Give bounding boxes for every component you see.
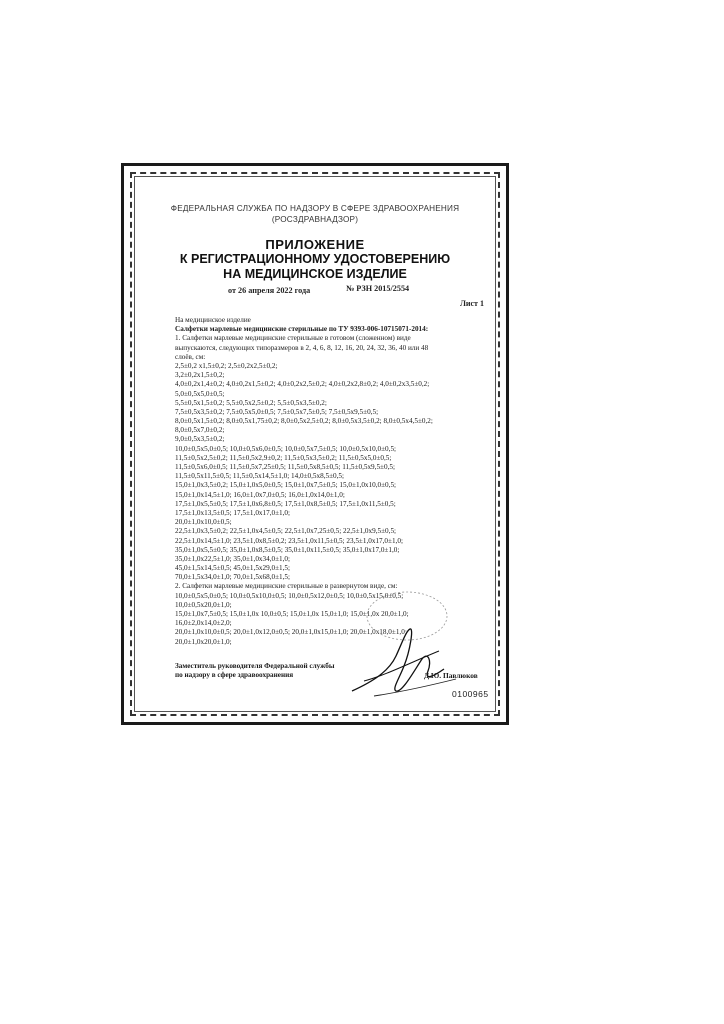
- signature-mark: [344, 621, 464, 706]
- body-line: 7,5±0,5х3,5±0,2; 7,5±0,5х5,0±0,5; 7,5±0,5х7,5±0,5; 7,5±0,5х9,5±0,5;: [175, 407, 379, 416]
- body-line: 17,5±1,0х5,5±0,5; 17,5±1,0х6,8±0,5; 17,5±1,0х8,5±0,5; 17,5±1,0х11,5±0,5;: [175, 499, 396, 508]
- body-line: 20,0±1,0х10,0±0,5;: [175, 518, 232, 527]
- signer-title: [175, 662, 334, 680]
- body-line: 22,5±1,0х14,5±1,0; 23,5±1,0х8,5±0,2; 23,5±1,0х11,5±0,5; 23,5±1,0х17,0±1,0;: [175, 536, 403, 545]
- body-line: слоёв, см:: [175, 352, 206, 361]
- body-line: Салфетки марлевые медицинские стерильные по ТУ 9393-006-10715071-2014:: [175, 325, 429, 334]
- body-line: 1. Салфетки марлевые медицинские стерильные в готовом (сложенном) виде: [175, 334, 411, 343]
- body-line: 35,0±1,0х5,5±0,5; 35,0±1,0х8,5±0,5; 35,0±1,0х11,5±0,5; 35,0±1,0х17,0±1,0;: [175, 545, 400, 554]
- signer-title-line1: Заместитель руководителя Федеральной службы: [175, 662, 335, 670]
- doc-title: ПРИЛОЖЕНИЕ: [265, 237, 365, 252]
- body-line: 3,2±0,2х1,5±0,2;: [175, 371, 225, 380]
- sheet-number: Лист 1: [459, 299, 484, 308]
- body-line: 10,0±0,5х20,0±1,0;: [175, 600, 232, 609]
- body-line: 5,0±0,5х5,0±0,5;: [175, 389, 225, 398]
- body-line: 70,0±1,5х34,0±1,0; 70,0±1,5х68,0±1,5;: [175, 573, 291, 582]
- doc-subtitle-2: НА МЕДИЦИНСКОЕ ИЗДЕЛИЕ: [223, 267, 407, 281]
- agency-abbr: (РОСЗДРАВНАДЗОР): [271, 214, 359, 224]
- body-line: 22,5±1,0х3,5±0,2; 22,5±1,0х4,5±0,5; 22,5±1,0х7,25±0,5; 22,5±1,0х9,5±0,5;: [175, 527, 397, 536]
- serial-number: 0100965: [452, 689, 489, 699]
- registration-number: № РЗН 2015/2554: [346, 284, 410, 293]
- body-line: 15,0±1,0х3,5±0,2; 15,0±1,0х5,0±0,5; 15,0±1,0х7,5±0,5; 15,0±1,0х10,0±0,5;: [175, 481, 397, 490]
- body-line: 10,0±0,5х5,0±0,5; 10,0±0,5х10,0±0,5; 10,0±0,5х12,0±0,5; 10,0±0,5х15,0±0,5;: [175, 591, 404, 600]
- body-line: 4,0±0,2х1,4±0,2; 4,0±0,2х1,5±0,2; 4,0±0,2х2,5±0,2; 4,0±0,2х2,8±0,2; 4,0±0,2х3,5±0,2;: [175, 380, 430, 389]
- doc-subtitle-1: К РЕГИСТРАЦИОННОМУ УДОСТОВЕРЕНИЮ: [179, 252, 451, 266]
- agency-name: ФЕДЕРАЛЬНАЯ СЛУЖБА ПО НАДЗОРУ В СФЕРЕ ЗДРАВООХРАНЕНИЯ: [170, 204, 460, 213]
- body-line: 2,5±0,2 х1,5±0,2; 2,5±0,2х2,5±0,2;: [175, 361, 278, 370]
- signer-title-line2: по надзору в сфере здравоохранения: [175, 671, 294, 680]
- body-line: 8,0±0,5х7,0±0,2;: [175, 426, 225, 435]
- body-line: выпускаются, следующих типоразмеров в 2, 4, 6, 8, 12, 16, 20, 24, 32, 36, 40 или 48: [175, 343, 429, 352]
- body-line: 20,0±1,0х10,0±0,5; 20,0±1,0х12,0±0,5; 20,0±1,0х15,0±1,0; 20,0±1,0х18,0±1,0;: [175, 628, 407, 637]
- body-line: 11,5±0,5х2,5±0,2; 11,5±0,5х2,9±0,2; 11,5±0,5х3,5±0,2; 11,5±0,5х5,0±0,5;: [175, 453, 392, 462]
- issue-date: от 26 апреля 2022 года: [228, 286, 311, 295]
- body-line: 8,0±0,5х1,5±0,2; 8,0±0,5х1,75±0,2; 8,0±0,5х2,5±0,2; 8,0±0,5х3,5±0,2; 8,0±0,5х4,5±0,2;: [175, 417, 433, 426]
- body-line: 10,0±0,5х5,0±0,5; 10,0±0,5х6,0±0,5; 10,0±0,5х7,5±0,5; 10,0±0,5х10,0±0,5;: [175, 444, 397, 453]
- body-line: 15,0±1,0х14,5±1,0; 16,0±1,0х7,0±0,5; 16,0±1,0х14,0±1,0;: [175, 490, 345, 499]
- body-line: 20,0±1,0х20,0±1,0;: [175, 637, 232, 646]
- body-line: 35,0±1,0х22,5±1,0; 35,0±1,0х34,0±1,0;: [175, 554, 291, 563]
- body-line: На медицинское изделие: [175, 316, 251, 324]
- body-line: 45,0±1,5х14,5±0,5; 45,0±1,5х29,0±1,5;: [175, 564, 291, 573]
- signer-name: Д.Ю. Павлюков: [424, 671, 478, 680]
- body-line: 2. Салфетки марлевые медицинские стерильные в развернутом виде, см:: [175, 582, 398, 591]
- body-line: 5,5±0,5х1,5±0,2; 5,5±0,5х2,5±0,2; 5,5±0,5х3,5±0,2;: [175, 398, 327, 407]
- agency-header: [124, 204, 506, 225]
- body-line: 17,5±1,0х13,5±0,5; 17,5±1,0х17,0±1,0;: [175, 508, 291, 517]
- body-line: 9,0±0,5х3,5±0,2;: [175, 435, 225, 444]
- body-line: 16,0±2,0х14,0±2,0;: [175, 619, 232, 628]
- certificate-sheet: [121, 163, 509, 725]
- body-line: 11,5±0,5х6,0±0,5; 11,5±0,5х7,25±0,5; 11,5±0,5х8,5±0,5; 11,5±0,5х9,5±0,5;: [175, 463, 395, 471]
- body-line: 15,0±1,0х7,5±0,5; 15,0±1,0х 10,0±0,5; 15,0±1,0х 15,0±1,0; 15,0±1,0х 20,0±1,0;: [175, 610, 409, 618]
- body-line: 11,5±0,5х11,5±0,5; 11,5±0,5х14,5±1,0; 14,0±0,5х8,5±0,5;: [175, 472, 345, 481]
